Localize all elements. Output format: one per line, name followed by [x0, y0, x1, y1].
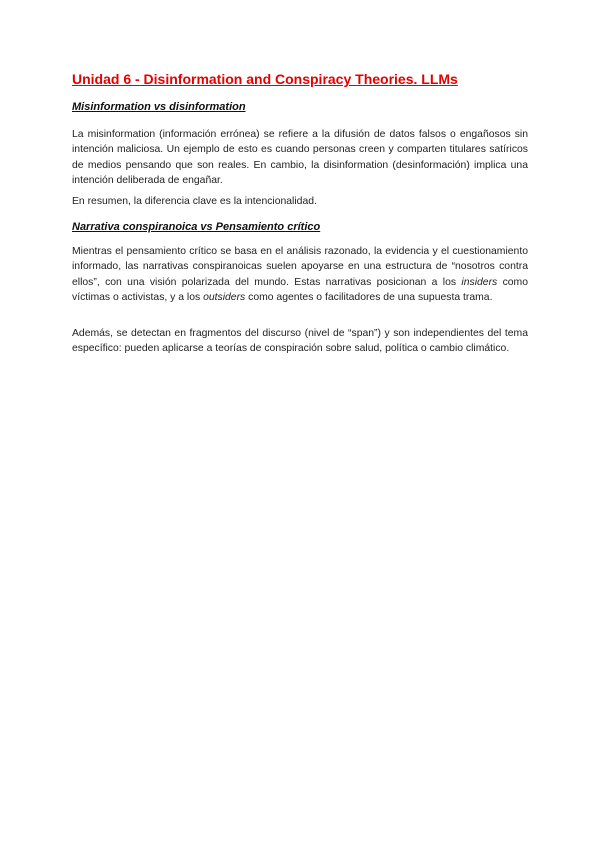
- document-title: Unidad 6 - Disinformation and Conspiracy Theories. LLMs: [72, 71, 458, 87]
- section-heading-misinformation: Misinformation vs disinformation: [72, 101, 246, 113]
- term-insiders: insiders: [461, 276, 498, 288]
- paragraph-summary: En resumen, la diferencia clave es la intencionalidad.: [72, 196, 317, 207]
- paragraph-text-part: como víctimas o activistas, y a los: [72, 276, 528, 304]
- paragraph-span-detection: Además, se detectan en fragmentos del discurso (nivel de “span”) y son independientes del tema específico: pueden aplicarse a teorías de conspiración sobre salud, política o cambio climático.: [72, 328, 528, 355]
- paragraph-text-part: como agentes o facilitadores de una supuesta trama.: [245, 292, 493, 304]
- paragraph-text-part: Mientras el pensamiento crítico se basa en el análisis razonado, la evidencia y el cuestionamiento informado, las narrativas conspiranoicas suelen apoyarse en una estructura de “nosotros contra ellos”, con una visión polarizada del mundo. Estas narrativas posicionan a los: [72, 246, 528, 288]
- paragraph-misinformation-definition: La misinformation (información errónea) se refiere a la difusión de datos falsos o engañosos sin intención maliciosa. Un ejemplo de esto es cuando personas creen y comparten titulares satíricos de medios pensando que son reales. En cambio, la disinformation (desinformación) implica una intención deliberada de engañar.: [72, 129, 528, 187]
- paragraph-critical-thinking: [72, 244, 528, 306]
- section-heading-conspiracy-narrative: Narrativa conspiranoica vs Pensamiento crítico: [72, 221, 321, 233]
- term-outsiders: outsiders: [203, 292, 246, 304]
